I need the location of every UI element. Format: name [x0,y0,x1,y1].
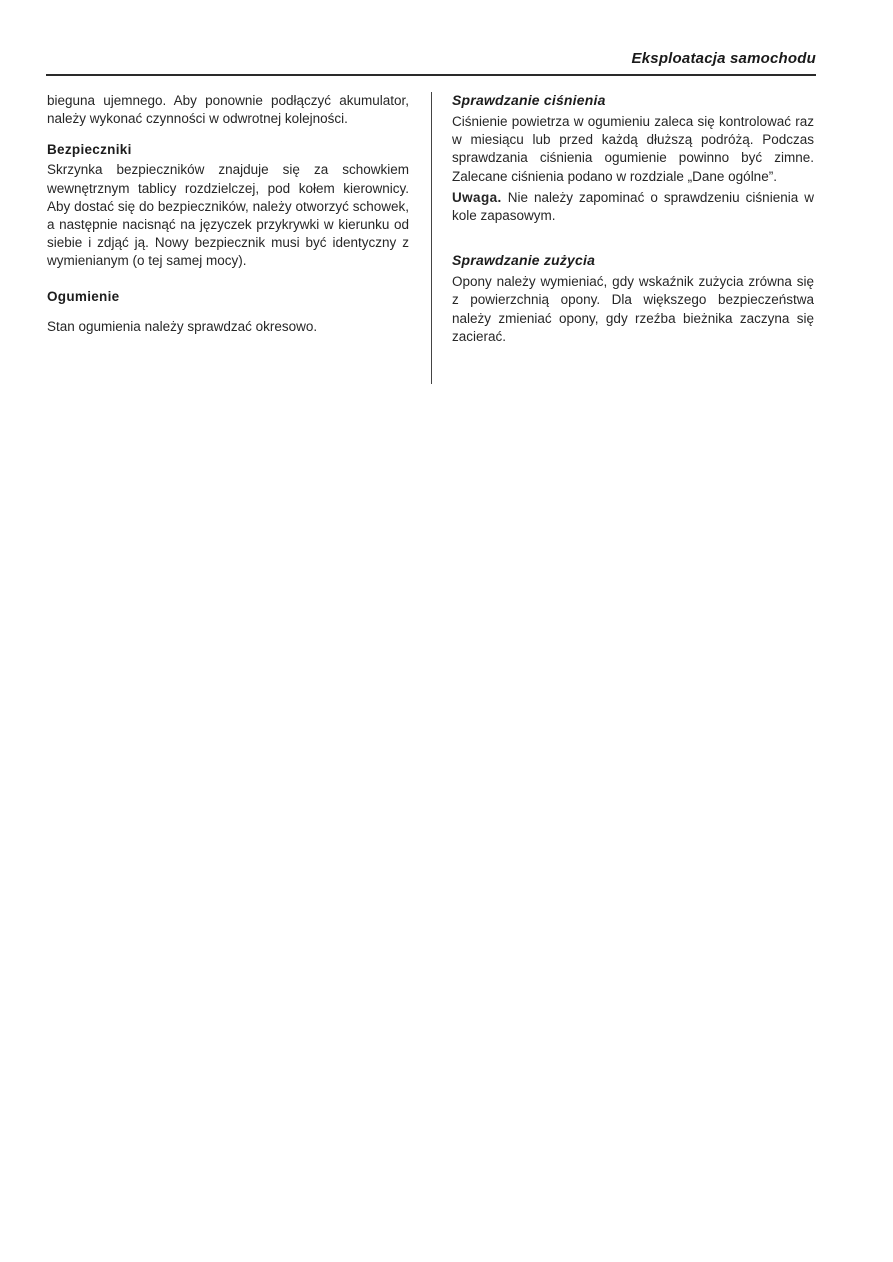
left-column [47,92,409,336]
fuses-heading: Bezpieczniki [47,142,132,158]
intro-paragraph: bieguna ujemnego. Aby ponownie podłączyć akumulator, należy wykonać czynności w odwrotnej kolejności. [47,93,409,127]
column-divider [431,92,432,384]
wear-heading: Sprawdzanie zużycia [452,252,596,269]
note-label: Uwaga. [452,189,502,205]
fuses-paragraph: Skrzynka bezpieczników znajduje się za schowkiem wewnętrznym tablicy rozdzielczej, pod kołem kierownicy. Aby dostać się do bezpieczników, należy otworzyć schowek, a następnie nacisnąć na języczek przykrywki w kierunku od siebie i zdjąć ją. Nowy bezpiecznik musi być identyczny z wymienianym (o tej samej mocy). [47,162,409,269]
note-text: Nie należy zapominać o sprawdzeniu ciśnienia w kole zapasowym. [452,189,814,224]
tyres-paragraph: Stan ogumienia należy sprawdzać okresowo. [47,318,318,334]
wear-paragraph: Opony należy wymieniać, gdy wskaźnik zużycia zrówna się z powierzchnią opony. Dla większego bezpieczeństwa należy zmieniać opony, gdy rzeźba bieżnika zaczyna się zacierać. [452,274,814,344]
pressure-heading: Sprawdzanie ciśnienia [452,92,606,108]
right-column [452,92,814,346]
note-paragraph [452,189,814,225]
pressure-paragraph: Ciśnienie powietrza w ogumieniu zaleca się kontrolować raz w miesiącu lub przed każdą dłuższą podróżą. Podczas sprawdzania ciśnienia ogumienie powinno być zimne. Zalecane ciśnienia podano w rozdziale „Dane ogólne”. [452,114,814,184]
page-title: Eksploatacja samochodu [631,50,816,67]
tyres-heading: Ogumienie [47,288,120,304]
header-rule [46,74,816,76]
